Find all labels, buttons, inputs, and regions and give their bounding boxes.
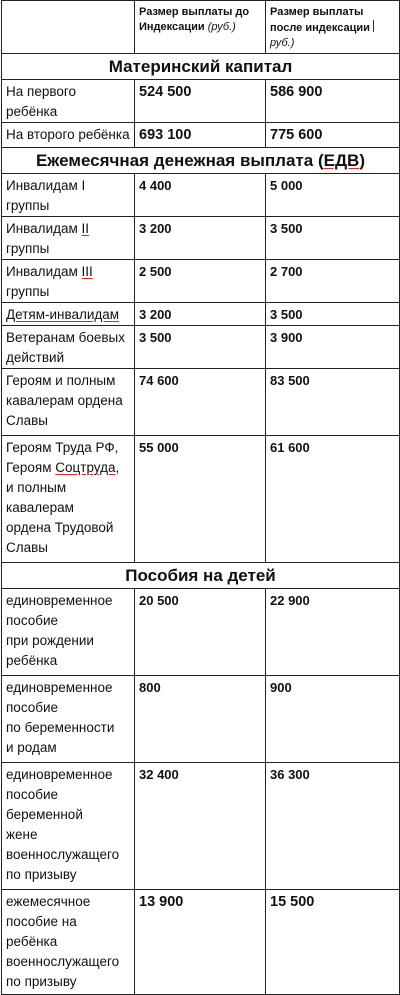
row-label [2, 303, 135, 326]
row-label-line: пособие [6, 700, 59, 715]
row-label [2, 436, 135, 563]
row-label-text: Детям-инвалидам [6, 307, 120, 322]
value-before: 32 400 [135, 763, 266, 890]
row-label-line: Славы [6, 540, 49, 555]
value-after: 586 900 [266, 80, 400, 123]
value-after: 2 700 [266, 260, 400, 303]
row-label-line: и родам [6, 740, 57, 755]
row-label-line: пособие [6, 613, 59, 628]
value-after: 36 300 [266, 763, 400, 890]
row-label [2, 890, 135, 995]
row-label-line: военнослужащего [6, 954, 120, 969]
value-before: 3 200 [135, 303, 266, 326]
row-label-part: Инвалидам [6, 264, 82, 279]
row-label-part: Инвалидам [6, 221, 82, 236]
section-title: Пособия на детей [2, 563, 400, 589]
row-label [2, 260, 135, 303]
value-after: 3 500 [266, 217, 400, 260]
table-row [2, 80, 400, 123]
value-after: 61 600 [266, 436, 400, 563]
row-label-line: при рождении [6, 633, 94, 648]
section-children [2, 563, 400, 589]
table-row [2, 123, 400, 148]
table-row [2, 763, 400, 890]
row-label-part: группы [6, 284, 50, 299]
value-after: 3 900 [266, 326, 400, 369]
table-row [2, 676, 400, 763]
row-label [2, 217, 135, 260]
value-before: 800 [135, 676, 266, 763]
row-label-line: и полным кавалерам [6, 480, 74, 515]
header-before-title: Размер выплаты до Индексации [139, 6, 250, 33]
row-label-line: единовременное [6, 593, 113, 608]
table-row [2, 890, 400, 995]
row-label [2, 676, 135, 763]
row-label-part: Героям [6, 460, 56, 475]
header-after-unit: руб.) [270, 37, 295, 49]
row-label-part: Соцтруда [55, 460, 116, 475]
row-label-line: военнослужащего [6, 847, 120, 862]
header-before [135, 1, 266, 54]
header-after [266, 1, 400, 54]
header-row [2, 1, 400, 54]
row-label-part: группы [6, 241, 50, 256]
value-before: 55 000 [135, 436, 266, 563]
row-label-numeral: II [81, 221, 90, 236]
value-before: 693 100 [135, 123, 266, 148]
header-after-title: Размер выплаты после индексации [270, 6, 370, 34]
value-after: 900 [266, 676, 400, 763]
value-before: 3 200 [135, 217, 266, 260]
section-maternity [2, 54, 400, 80]
row-label-line: Героям Труда РФ, [6, 440, 119, 455]
payments-table [1, 0, 400, 995]
value-after: 22 900 [266, 589, 400, 676]
row-label [2, 589, 135, 676]
table-row [2, 217, 400, 260]
value-after: 775 600 [266, 123, 400, 148]
table-row [2, 260, 400, 303]
table-row [2, 303, 400, 326]
row-label-line: Славы [6, 413, 49, 428]
table-row [2, 589, 400, 676]
row-label [2, 326, 135, 369]
value-after: 15 500 [266, 890, 400, 995]
row-label-line: по призыву [6, 974, 77, 989]
header-empty-cell [2, 1, 135, 54]
section-title [2, 148, 400, 174]
value-before: 524 500 [135, 80, 266, 123]
value-before: 4 400 [135, 174, 266, 217]
value-after: 3 500 [266, 303, 400, 326]
row-label-part: , [115, 460, 120, 475]
row-label-line: жене [6, 827, 38, 842]
row-label-numeral: III [81, 264, 93, 279]
value-before: 2 500 [135, 260, 266, 303]
row-label-line: кавалерам ордена [6, 393, 123, 408]
section-title-abbr: ЕДВ [323, 151, 360, 170]
section-edv [2, 148, 400, 174]
row-label-line: единовременное [6, 680, 113, 695]
row-label-line [6, 458, 130, 478]
row-label: На первого ребёнка [2, 80, 135, 123]
row-label: На второго ребёнка [2, 123, 135, 148]
row-label-line: ордена Трудовой [6, 520, 114, 535]
value-before: 3 500 [135, 326, 266, 369]
value-before: 20 500 [135, 589, 266, 676]
table-row [2, 326, 400, 369]
section-title-part: Ежемесячная денежная выплата ( [35, 151, 324, 170]
value-after: 5 000 [266, 174, 400, 217]
value-before: 13 900 [135, 890, 266, 995]
row-label-line: действий [6, 350, 65, 365]
row-label-line: по призыву [6, 867, 77, 882]
header-before-unit: (руб.) [207, 21, 236, 33]
section-title: Материнский капитал [2, 54, 400, 80]
value-after: 83 500 [266, 369, 400, 436]
row-label-line: пособие на ребёнка [6, 914, 77, 949]
row-label-line: Героям и полным [6, 373, 116, 388]
row-label-line: ежемесячное [6, 894, 91, 909]
row-label: Инвалидам I группы [2, 174, 135, 217]
text-cursor [373, 20, 374, 32]
row-label-line: по беременности [6, 720, 115, 735]
row-label-line: пособие беременной [6, 787, 83, 822]
table-row [2, 369, 400, 436]
row-label-line: Ветеранам боевых [6, 330, 125, 345]
row-label [2, 369, 135, 436]
value-before: 74 600 [135, 369, 266, 436]
section-title-part: ) [359, 151, 366, 170]
row-label-line: единовременное [6, 767, 113, 782]
table-row [2, 174, 400, 217]
table-row [2, 436, 400, 563]
row-label [2, 763, 135, 890]
row-label-line: ребёнка [6, 653, 58, 668]
